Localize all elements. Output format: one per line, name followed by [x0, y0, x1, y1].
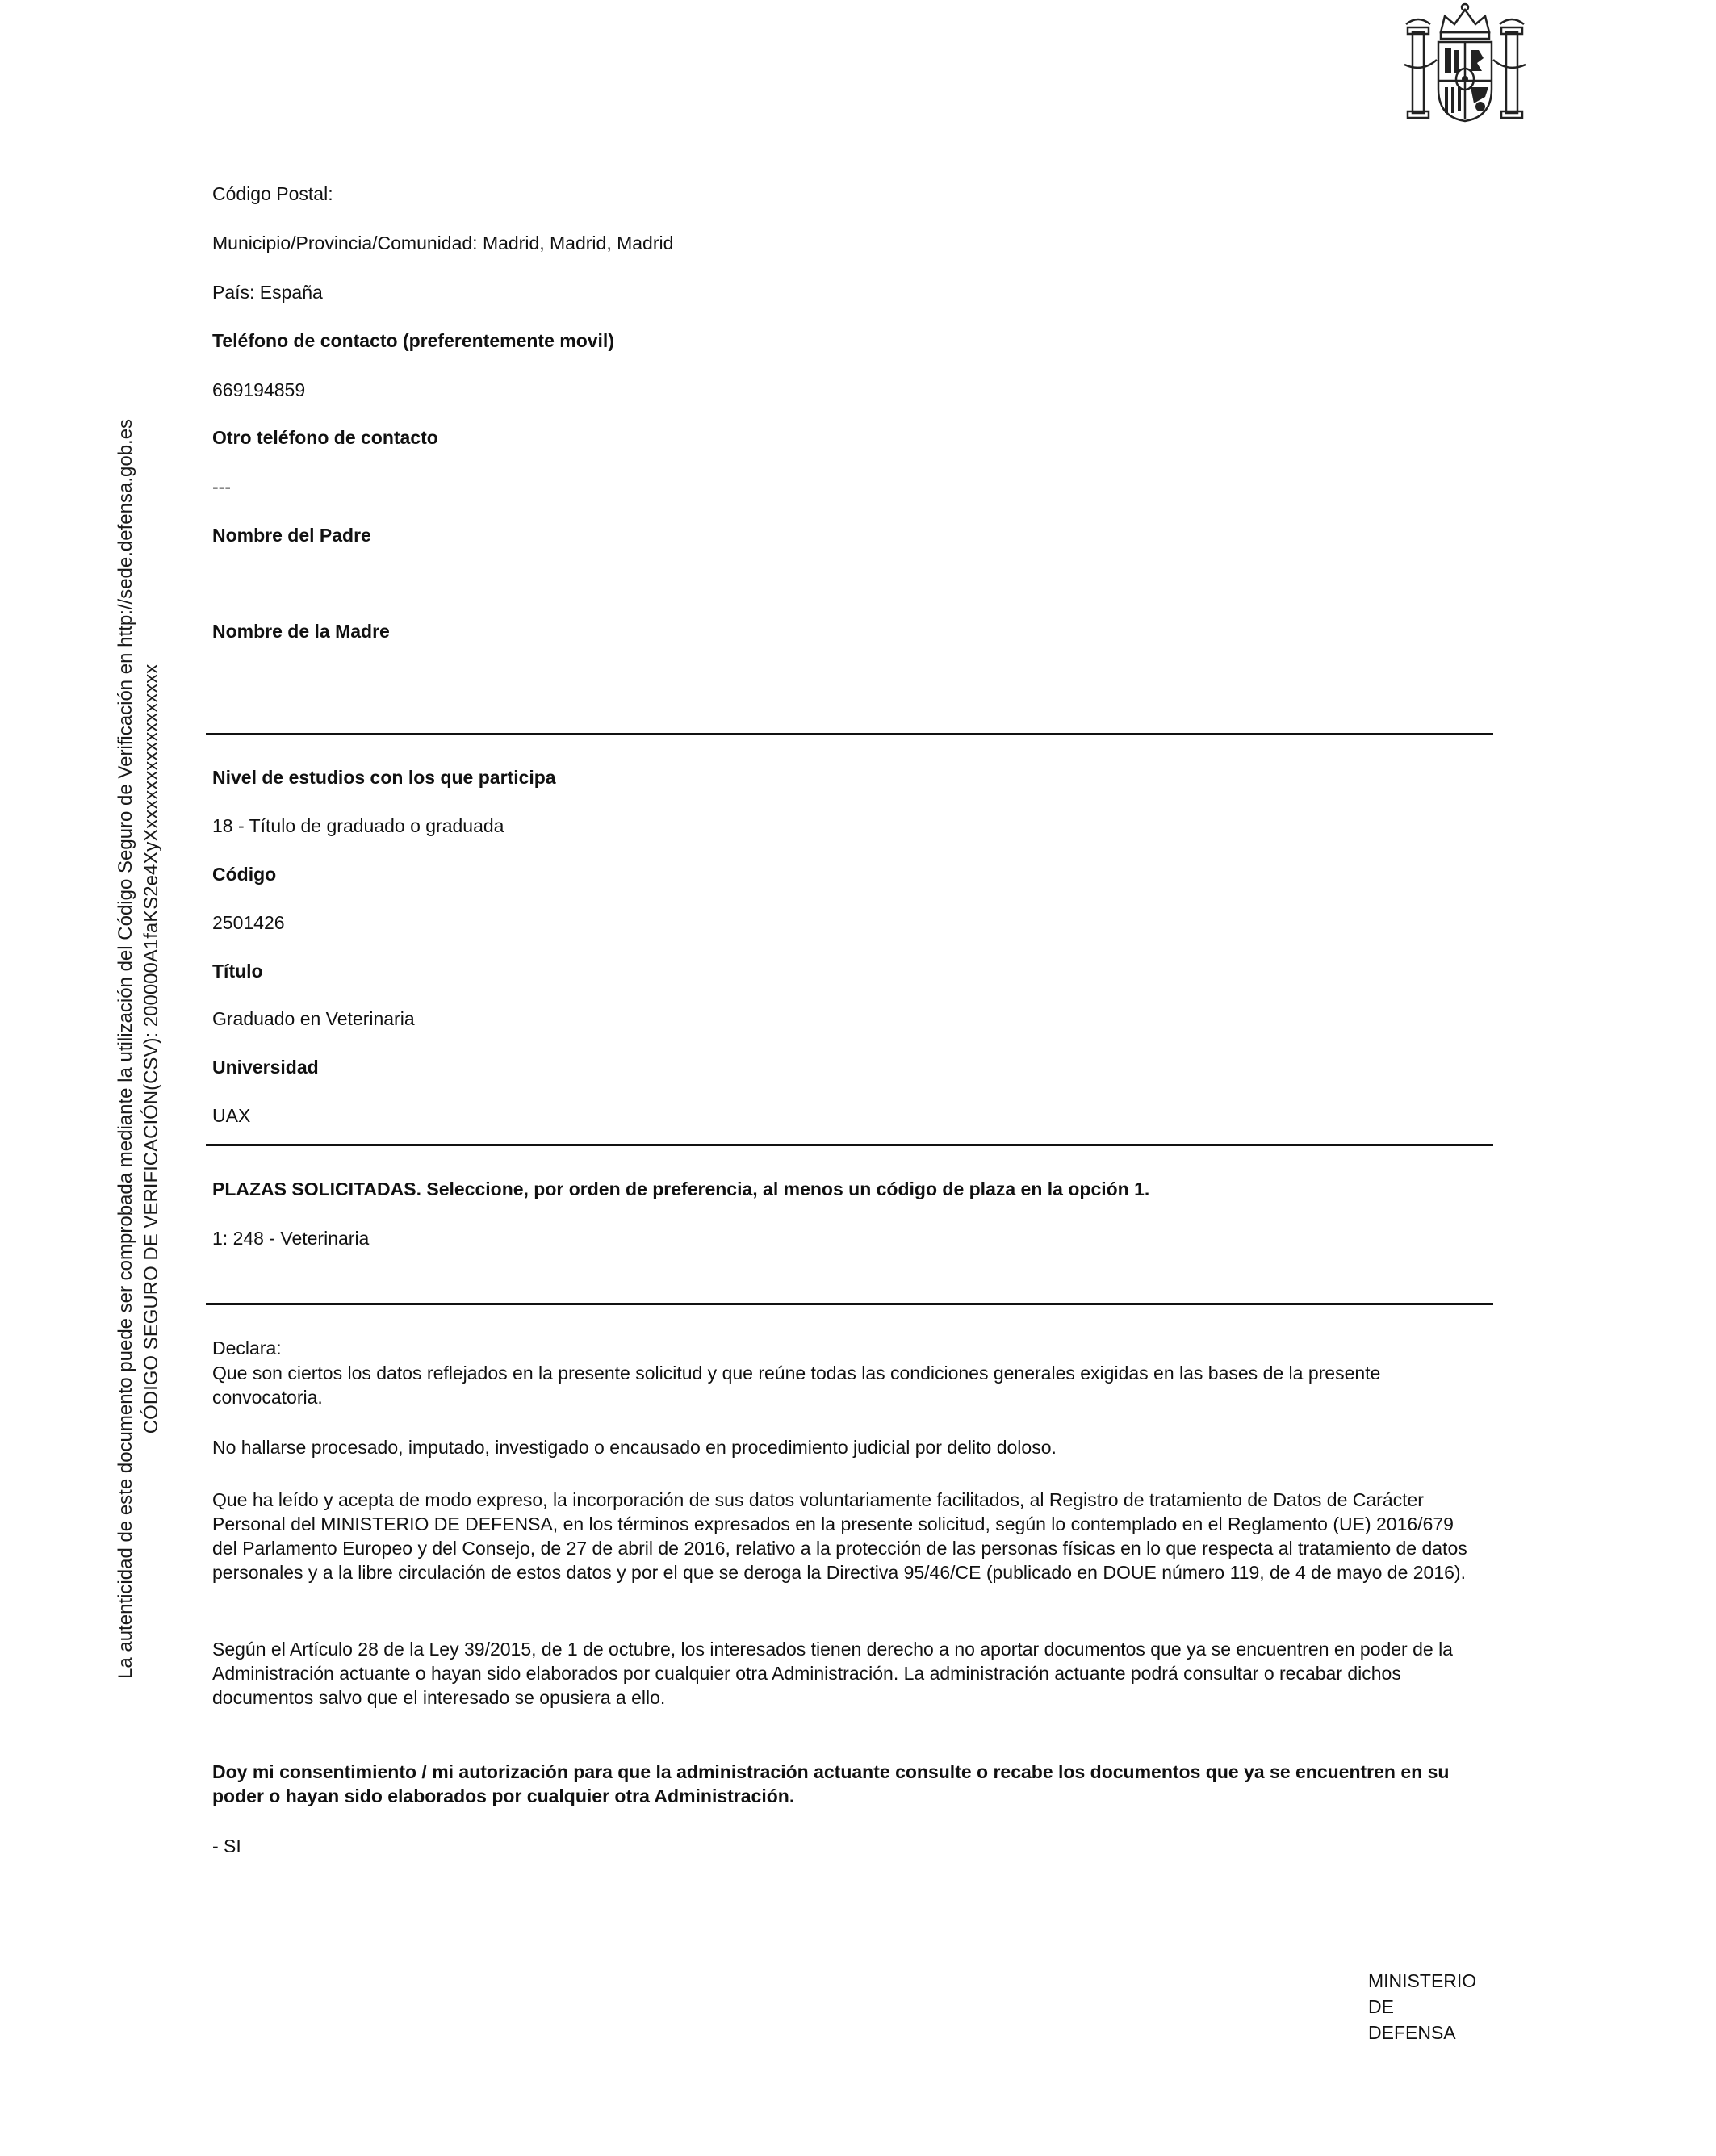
footer-line-3: DEFENSA: [1368, 2022, 1456, 2043]
universidad-label: Universidad: [212, 1057, 319, 1078]
titulo-label: Título: [212, 961, 263, 982]
telefono-value: 669194859: [212, 379, 306, 400]
section-divider: [206, 733, 1493, 735]
codigo-value: 2501426: [212, 912, 285, 933]
pais-field: País: España: [212, 282, 323, 303]
municipio-field: Municipio/Provincia/Comunidad: Madrid, Madrid, Madrid: [212, 232, 674, 253]
otro-telefono-label: Otro teléfono de contacto: [212, 427, 438, 448]
nivel-estudios-label: Nivel de estudios con los que participa: [212, 767, 556, 788]
verification-side-note: [113, 419, 165, 1679]
declaracion-paragraph-1: Que son ciertos los datos reflejados en la presente solicitud y que reúne todas las condiciones generales exigidas en las bases de la presente convocatoria.: [212, 1363, 1381, 1408]
verification-code-line: CÓDIGO SEGURO DE VERIFICACIÓN(CSV): 200000A1faKS2e4XyXxxxxxxxxxxxxxxxxx: [140, 664, 162, 1434]
declara-label: Declara:: [212, 1338, 282, 1358]
ministerio-footer: [1368, 1968, 1476, 2045]
declaracion-paragraph-3: Que ha leído y acepta de modo expreso, la incorporación de sus datos voluntariamente facilitados, al Registro de tratamiento de Datos de Carácter Personal del MINISTERIO DE DEFENSA, en los términos expresados en la presente solicitud, según lo contemplado en el Reglamento (UE) 2016/679 del Parlamento Europeo y del Consejo, de 27 de abril de 2016, relativo a la protección de las personas físicas en lo que respecta al tratamiento de datos personales y a la libre circulación de estos datos y por el que se deroga la Directiva 95/46/CE (publicado en DOUE número 119, de 4 de mayo de 2016).: [212, 1489, 1467, 1583]
titulo-value: Graduado en Veterinaria: [212, 1008, 415, 1029]
plaza-item: 1: 248 - Veterinaria: [212, 1228, 370, 1249]
coat-of-arms-icon: [1396, 0, 1534, 129]
footer-line-2: DE: [1368, 1996, 1394, 2017]
verification-note-line1: La autenticidad de este documento puede ser comprobada mediante la utilización del Código Seguro de Verificación en http://sede.defensa.gob.es: [115, 418, 136, 1679]
consent-value: - SI: [212, 1836, 241, 1857]
telefono-label: Teléfono de contacto (preferentemente movil): [212, 330, 614, 351]
consent-statement: Doy mi consentimiento / mi autorización para que la administración actuante consulte o recabe los documentos que ya se encuentren en su poder o hayan sido elaborados por cualquier otra Administración.: [212, 1761, 1450, 1806]
nombre-madre-label: Nombre de la Madre: [212, 621, 390, 642]
nombre-padre-label: Nombre del Padre: [212, 525, 371, 546]
plazas-heading: PLAZAS SOLICITADAS. Seleccione, por orden de preferencia, al menos un código de plaza en la opción 1.: [212, 1178, 1150, 1199]
declaracion-paragraph-2: No hallarse procesado, imputado, investigado o encausado en procedimiento judicial por delito doloso.: [212, 1437, 1057, 1458]
section-divider: [206, 1144, 1493, 1146]
universidad-value: UAX: [212, 1105, 251, 1126]
otro-telefono-value: ---: [212, 476, 231, 497]
codigo-label: Código: [212, 864, 277, 885]
nivel-estudios-value: 18 - Título de graduado o graduada: [212, 815, 504, 836]
section-divider: [206, 1303, 1493, 1305]
footer-line-1: MINISTERIO: [1368, 1970, 1477, 1991]
codigo-postal-field: Código Postal:: [212, 183, 333, 204]
declaracion-paragraph-4: Según el Artículo 28 de la Ley 39/2015, de 1 de octubre, los interesados tienen derecho a no aportar documentos que ya se encuentren en poder de la Administración actuante o hayan sido elaborados por cualquier otra Administración. La administración actuante podrá consultar o recabar dichos documentos salvo que el interesado se opusiera a ello.: [212, 1639, 1453, 1708]
